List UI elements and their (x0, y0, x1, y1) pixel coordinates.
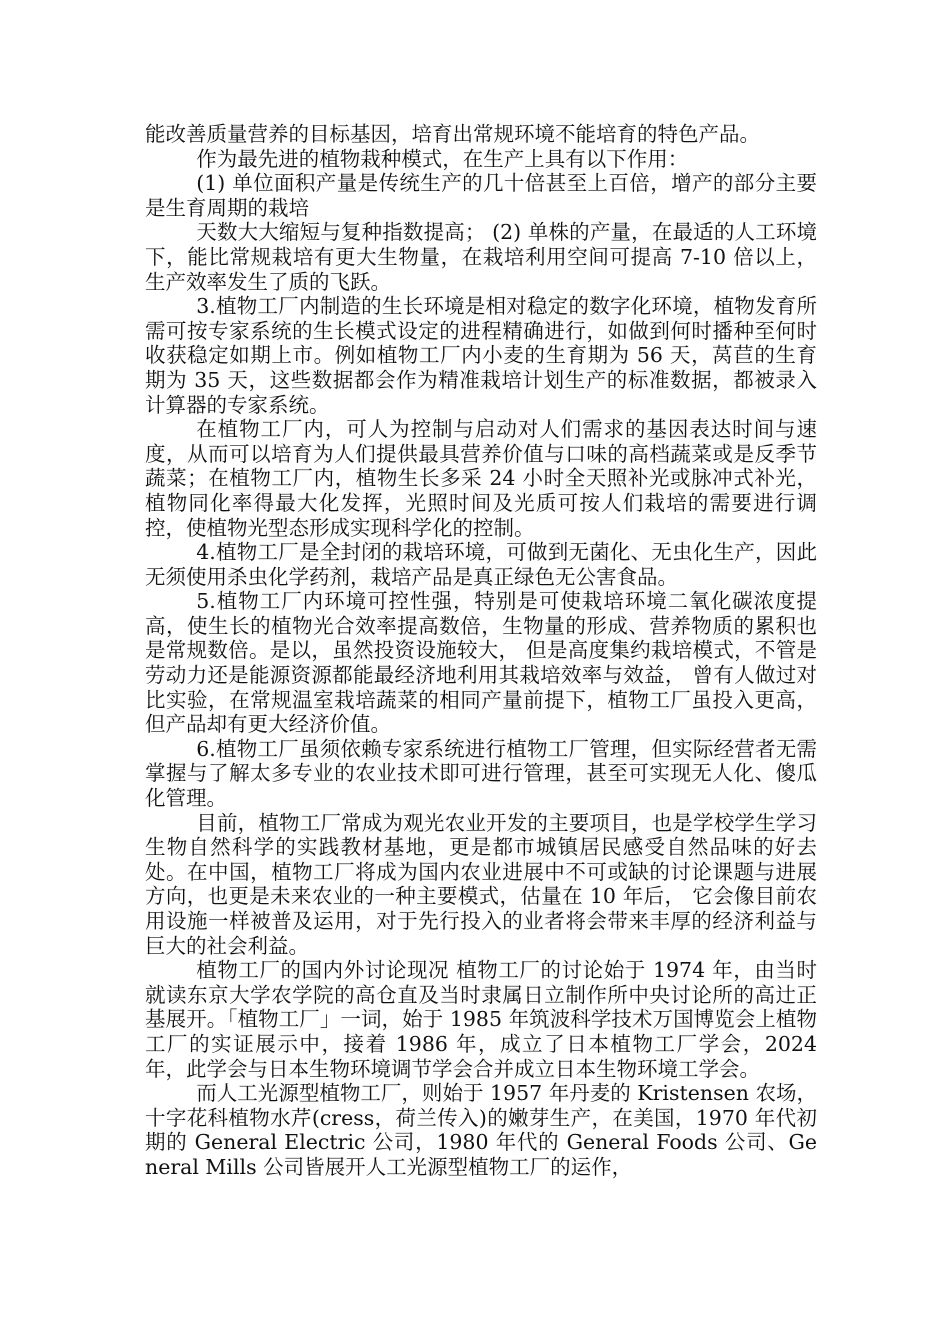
paragraph: 天数大大缩短与复种指数提高； (2) 单株的产量，在最适的人工环境下，能比常规栽培有更大生物量，在栽培利用空间可提高 7-10 倍以上，生产效率发生了质的飞跃。 (145, 220, 817, 294)
paragraph: 目前，植物工厂常成为观光农业开发的主要项目，也是学校学生学习生物自然科学的实践教材基地，更是都市城镇居民感受自然品味的好去处。在中国，植物工厂将成为国内农业进展中不可或缺的讨论课题与进展方向，也更是未来农业的一种主要模式，估量在 10 年后， 它会像目前农用设施一样被普及运用，对于先行投入的业者将会带来丰厚的经济利益与巨大的社会利益。 (145, 810, 817, 958)
paragraph: 在植物工厂内，可人为控制与启动对人们需求的基因表达时间与速度，从而可以培育为人们提供最具营养价值与口味的高档蔬菜或是反季节蔬菜；在植物工厂内，植物生长多采 24 小时全天照补光或脉冲式补光，植物同化率得最大化发挥，光照时间及光质可按人们栽培的需要进行调控，使植物光型态形成实现科学化的控制。 (145, 417, 817, 540)
paragraph: (1) 单位面积产量是传统生产的几十倍甚至上百倍，增产的部分主要是生育周期的栽培 (145, 171, 817, 220)
paragraph: 5.植物工厂内环境可控性强，特别是可使栽培环境二氧化碳浓度提高，使生长的植物光合效率提高数倍，生物量的形成、营养物质的累积也是常规数倍。是以，虽然投资设施较大， 但是高度集约栽培模式，不管是劳动力还是能源资源都能最经济地利用其栽培效率与效益， 曾有人做过对比实验，在常规温室栽培蔬菜的相同产量前提下，植物工厂虽投入更高，但产品却有更大经济价值。 (145, 589, 817, 737)
paragraph: 6.植物工厂虽须依赖专家系统进行植物工厂管理，但实际经营者无需掌握与了解太多专业的农业技术即可进行管理，甚至可实现无人化、傻瓜化管理。 (145, 736, 817, 811)
paragraph: 4.植物工厂是全封闭的栽培环境，可做到无菌化、无虫化生产，因此无须使用杀虫化学药剂，栽培产品是真正绿色无公害食品。 (145, 540, 817, 589)
paragraph: 植物工厂的国内外讨论现况 植物工厂的讨论始于 1974 年，由当时就读东京大学农学院的高仓直及当时隶属日立制作所中央讨论所的高辻正基展开。「植物工厂」一词，始于 1985 年筑波科学技术万国博览会上植物工厂的实证展示中，接着 1986 年，成立了日本植物工厂学会，2024 年，此学会与日本生物环境调节学会合并成立日本生物环境工学会。 (145, 958, 817, 1081)
paragraph: 3.植物工厂内制造的生长环境是相对稳定的数字化环境，植物发育所需可按专家系统的生长模式设定的进程精确进行，如做到何时播种至何时收获稳定如期上市。例如植物工厂内小麦的生育期为 56 天，莴苣的生育期为 35 天，这些数据都会作为精准栽培计划生产的标准数据，都被录入计算器的专家系统。 (145, 294, 817, 417)
document-body (145, 122, 817, 1180)
paragraph: 作为最先进的植物栽种模式，在生产上具有以下作用： (196, 146, 689, 171)
paragraph: 能改善质量营养的目标基因，培育出常规环境不能培育的特色产品。 (145, 122, 760, 146)
paragraph: 而人工光源型植物工厂，则始于 1957 年丹麦的 Kristensen 农场，十字花科植物水芹(cress，荷兰传入)的嫩芽生产，在美国，1970 年代初期的 General Electric 公司，1980 年代的 General Foods 公司、General Mills 公司皆展开人工光源型植物工厂的运作， (145, 1081, 817, 1179)
